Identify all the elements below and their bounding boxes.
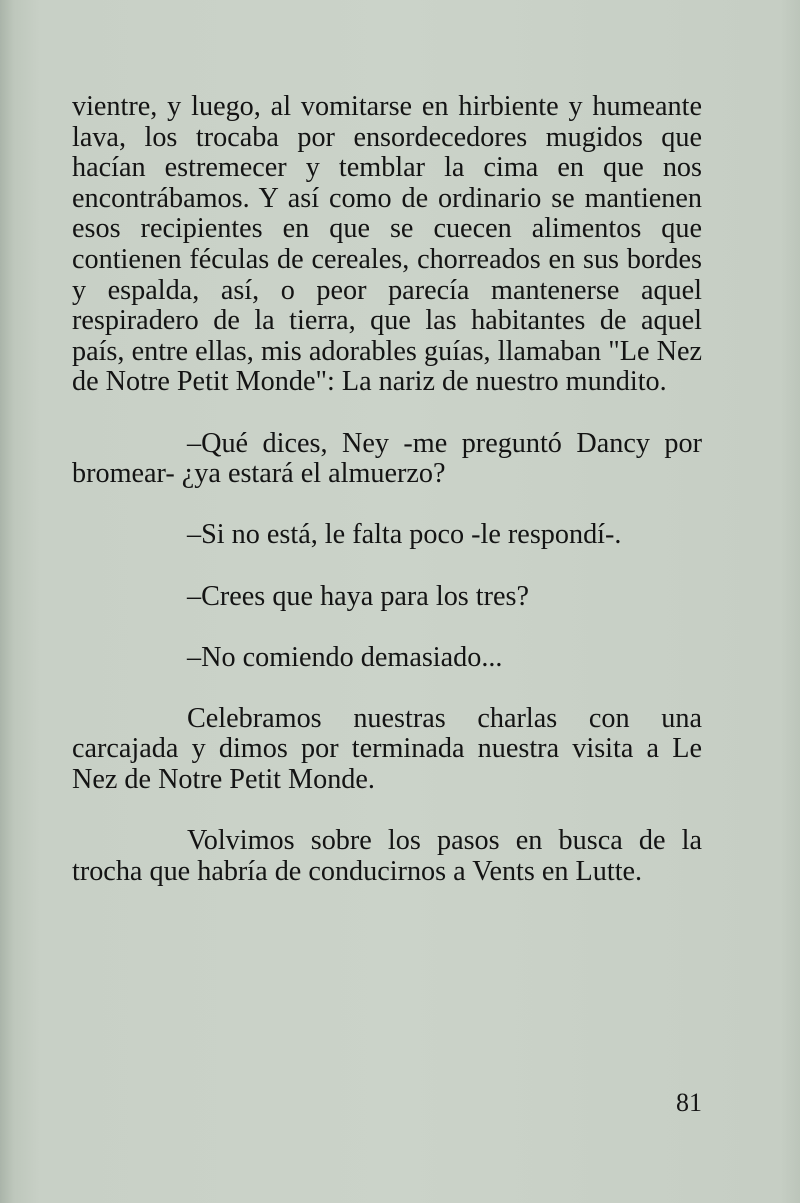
paragraph-2: Celebramos nuestras charlas con una carcajada y dimos por terminada nuestra visita a Le Nez de Notre Petit Monde. [72,702,702,796]
dialogue-line-3: –Crees que haya para los tres? [187,580,530,612]
dialogue-line-2: –Si no está, le falta poco -le respondí-. [187,519,622,551]
dialogue-line-1: –Qué dices, Ney -me preguntó Dancy por bromear- ¿ya estará el almuerzo? [72,427,702,490]
paragraph-3: Volvimos sobre los pasos en busca de la trocha que habría de conducirnos a Vents en Lutte. [72,825,702,887]
page-number: 81 [676,1088,702,1117]
body-text [72,92,702,887]
dialogue-line-4: –No comiendo demasiado... [187,641,503,673]
paragraph-1: vientre, y luego, al vomitarse en hirbiente y humeante lava, los trocaba por ensordecedores mugidos que hacían estremecer y temblar la cima en que nos encontrábamos. Y así como de ordinario se mantienen esos recipientes en que se cuecen alimentos que contienen féculas de cereales, chorreados en sus bordes y espalda, así, o peor parecía mantenerse aquel respiradero de la tierra, que las habitantes de aquel país, entre ellas, mis adorables guías, llamaban "Le Nez de Notre Petit Monde": La nariz de nuestro mundito. [72,91,702,398]
